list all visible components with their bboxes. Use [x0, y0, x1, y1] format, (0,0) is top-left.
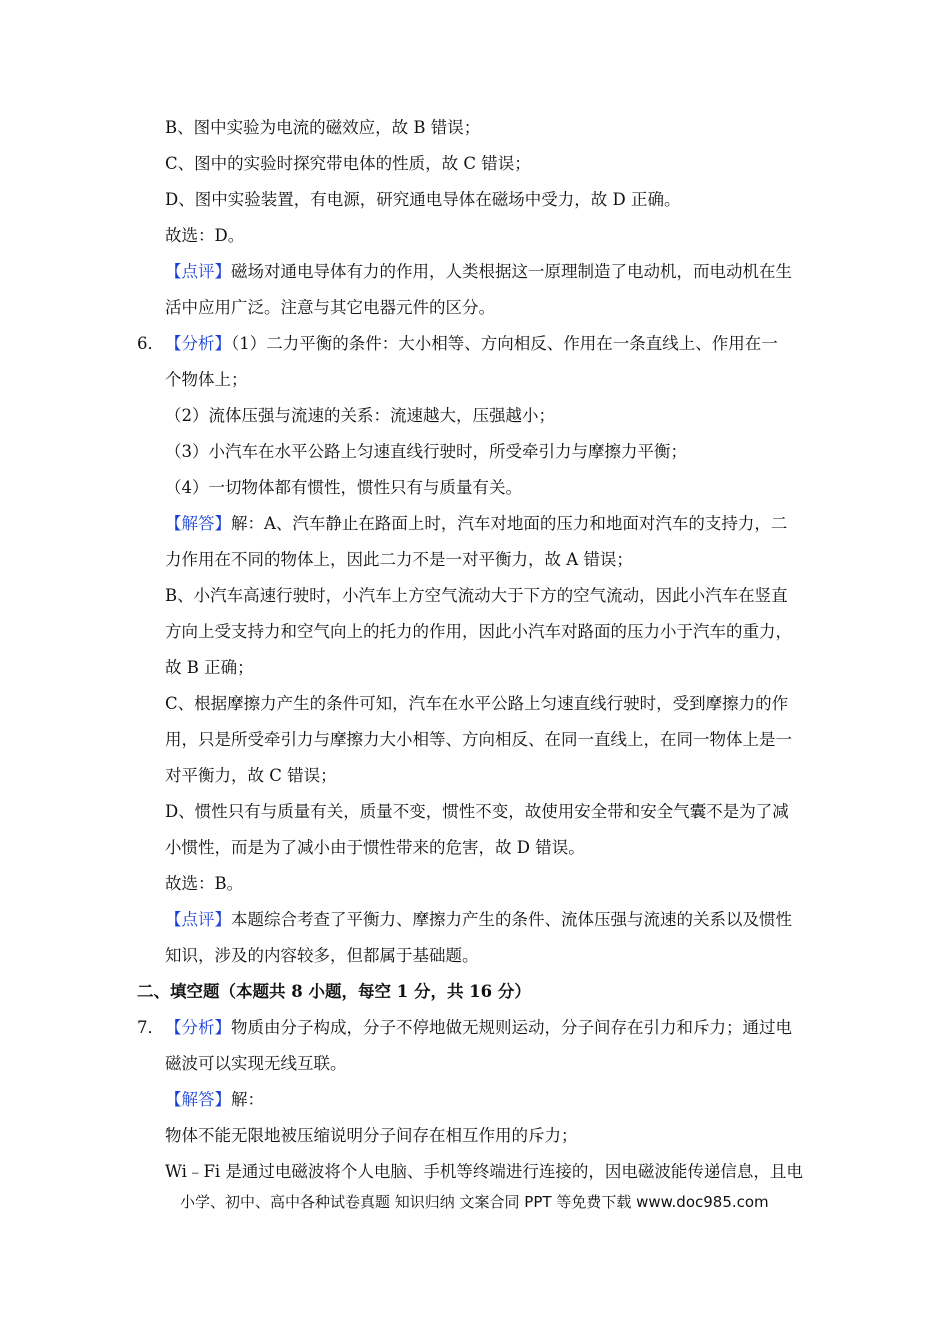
analysis-tag: 【分析】 — [165, 1018, 231, 1037]
q6-review-line-1 — [165, 910, 792, 930]
q5-review-line-2: 活中应用广泛。注意与其它电器元件的区分。 — [165, 298, 495, 317]
q7-solution-label-line — [165, 1090, 264, 1110]
solution-text: 解：A、汽车静止在路面上时，汽车对地面的压力和地面对汽车的支持力，二 — [231, 514, 788, 533]
q7-solution-line-2: Wi﹣Fi 是通过电磁波将个人电脑、手机等终端进行连接的，因电磁波能传递信息，且电 — [165, 1162, 803, 1181]
q5-option-d-line: D、图中实验装置，有电源，研究通电导体在磁场中受力，故 D 正确。 — [165, 190, 681, 209]
q6-solution-line-5: 故 B 正确； — [165, 658, 254, 677]
q6-solution-line-10: 小惯性，而是为了减小由于惯性带来的危害，故 D 错误。 — [165, 838, 585, 857]
q5-option-c-line: C、图中的实验时探究带电体的性质，故 C 错误； — [165, 154, 531, 173]
solution-label: 解： — [231, 1090, 264, 1109]
q6-solution-line-3: B、小汽车高速行驶时，小汽车上方空气流动大于下方的空气流动，因此小汽车在竖直 — [165, 586, 788, 605]
analysis-text: （1）二力平衡的条件：大小相等、方向相反、作用在一条直线上、作用在一 — [231, 334, 778, 353]
q6-analysis-line-4: （3）小汽车在水平公路上匀速直线行驶时，所受牵引力与摩擦力平衡； — [165, 442, 687, 461]
analysis-text: 物质由分子构成，分子不停地做无规则运动，分子间存在引力和斥力；通过电 — [231, 1018, 792, 1037]
q5-answer: 故选：D。 — [165, 226, 245, 245]
page-footer: 小学、初中、高中各种试卷真题 知识归纳 文案合同 PPT 等免费下载 www.doc985.com — [180, 1193, 769, 1211]
q6-answer: 故选：B。 — [165, 874, 244, 893]
review-text: 磁场对通电导体有力的作用，人类根据这一原理制造了电动机，而电动机在生 — [231, 262, 792, 281]
section-heading: 二、填空题（本题共 8 小题，每空 1 分，共 16 分） — [137, 982, 531, 1001]
q6-solution-line-9: D、惯性只有与质量有关，质量不变，惯性不变，故使用安全带和安全气囊不是为了减 — [165, 802, 789, 821]
q6-solution-line-4: 方向上受支持力和空气向上的托力的作用，因此小汽车对路面的压力小于汽车的重力， — [165, 622, 792, 641]
q6-solution-line-7: 用，只是所受牵引力与摩擦力大小相等、方向相反、在同一直线上，在同一物体上是一 — [165, 730, 792, 749]
solution-tag: 【解答】 — [165, 514, 231, 533]
q6-analysis-line-2: 个物体上； — [165, 370, 248, 389]
q6-analysis-line-5: （4）一切物体都有惯性，惯性只有与质量有关。 — [165, 478, 522, 497]
q7-solution-line-1: 物体不能无限地被压缩说明分子间存在相互作用的斥力； — [165, 1126, 578, 1145]
question-number: 6． — [137, 334, 164, 353]
q6-analysis-line-3: （2）流体压强与流速的关系：流速越大，压强越小； — [165, 406, 555, 425]
q6-solution-line-1 — [165, 514, 787, 534]
q6-review-line-2: 知识，涉及的内容较多，但都属于基础题。 — [165, 946, 479, 965]
analysis-tag: 【分析】 — [165, 334, 231, 353]
q7-analysis-line-1 — [137, 1018, 792, 1038]
q5-review-line-1 — [165, 262, 792, 282]
q6-solution-line-8: 对平衡力，故 C 错误； — [165, 766, 337, 785]
q6-analysis-line-1 — [137, 334, 778, 354]
question-number: 7． — [137, 1018, 164, 1037]
q6-solution-line-2: 力作用在不同的物体上，因此二力不是一对平衡力，故 A 错误； — [165, 550, 633, 569]
review-text: 本题综合考查了平衡力、摩擦力产生的条件、流体压强与流速的关系以及惯性 — [231, 910, 792, 929]
review-tag: 【点评】 — [165, 262, 231, 281]
solution-tag: 【解答】 — [165, 1090, 231, 1109]
q5-option-b-line: B、图中实验为电流的磁效应，故 B 错误； — [165, 118, 481, 137]
review-tag: 【点评】 — [165, 910, 231, 929]
q7-analysis-line-2: 磁波可以实现无线互联。 — [165, 1054, 347, 1073]
q6-solution-line-6: C、根据摩擦力产生的条件可知，汽车在水平公路上匀速直线行驶时，受到摩擦力的作 — [165, 694, 789, 713]
